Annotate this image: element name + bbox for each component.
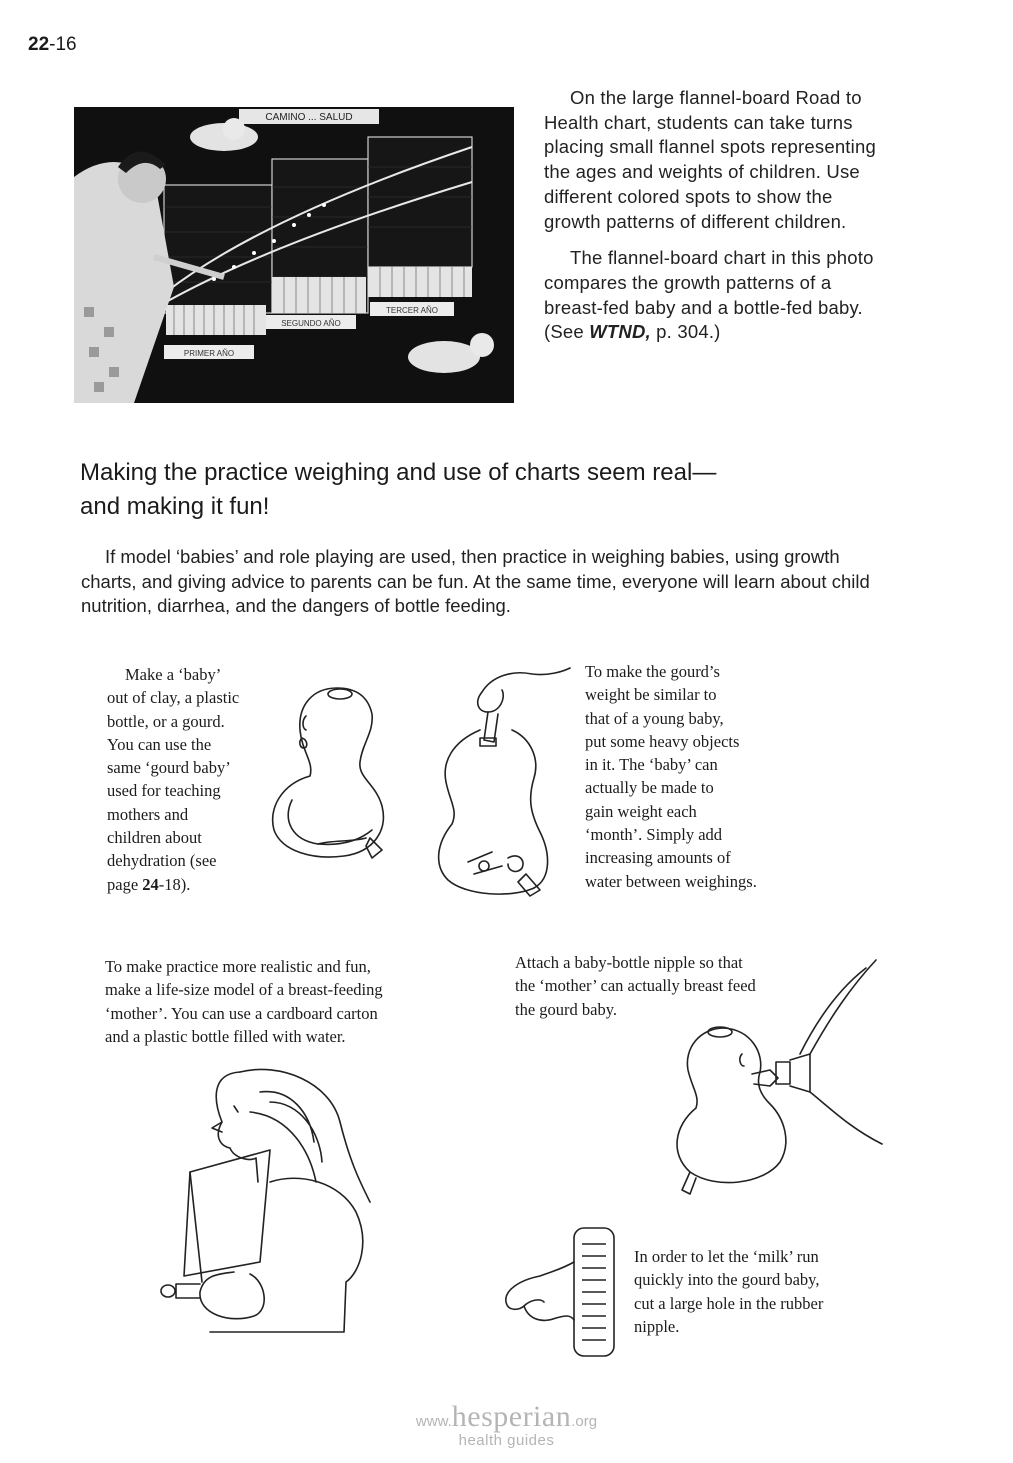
flannel-board-illustration bbox=[74, 107, 514, 403]
text-line: ‘month’. Simply add bbox=[585, 825, 723, 845]
caption-text: The flannel-board chart in this photo compares the growth patterns of a breast-fed baby and a bottle-fed baby. (See bbox=[544, 247, 874, 343]
text-line: the ‘mother’ can actually breast feed bbox=[515, 976, 756, 996]
book-reference: WTND, bbox=[589, 321, 651, 343]
text-line: mothers and bbox=[107, 804, 189, 824]
gourd-weights-drawing bbox=[422, 652, 582, 902]
page-prefix: page bbox=[107, 874, 143, 894]
text-line: nipple. bbox=[634, 1316, 680, 1336]
footer-www: www. bbox=[415, 1413, 452, 1430]
realistic-model-text bbox=[105, 955, 485, 1048]
photo-caption bbox=[544, 86, 889, 357]
gourd-baby-drawing bbox=[262, 680, 402, 865]
text-line: and a plastic bottle filled with water. bbox=[105, 1026, 346, 1046]
text-line: In order to let the ‘milk’ run bbox=[634, 1247, 819, 1266]
footer-brand: hesperian bbox=[451, 1400, 572, 1433]
page-ref-rest: -18). bbox=[158, 874, 191, 894]
text-line: ‘mother’. You can use a cardboard carton bbox=[105, 1003, 378, 1023]
text-line: children about bbox=[107, 828, 202, 848]
flannel-board-photo bbox=[74, 107, 514, 403]
chart-title: CAMINO ... SALUD bbox=[265, 112, 353, 123]
text-line: make a life-size model of a breast-feeding bbox=[105, 980, 383, 1000]
text-line: put some heavy objects bbox=[585, 731, 740, 751]
page-number bbox=[28, 34, 77, 56]
heading-line-1: Making the practice weighing and use of charts seem real— bbox=[80, 459, 717, 486]
year-label-3: TERCER AÑO bbox=[385, 306, 439, 315]
page-suffix: -16 bbox=[49, 34, 77, 55]
text-line: same ‘gourd baby’ bbox=[107, 758, 231, 778]
cut-nipple-drawing bbox=[500, 1222, 625, 1362]
gourd-weight-text bbox=[585, 660, 825, 893]
year-label-2: SEGUNDO AÑO bbox=[281, 319, 341, 328]
text-line: Make a ‘baby’ bbox=[125, 665, 222, 684]
text-line: bottle, or a gourd. bbox=[107, 711, 225, 731]
text-line: water between weighings. bbox=[585, 871, 757, 891]
text-line: the gourd baby. bbox=[515, 999, 618, 1019]
make-baby-text bbox=[107, 663, 287, 896]
chapter-number: 22 bbox=[28, 34, 50, 55]
page-reference-line bbox=[107, 873, 287, 896]
text-line: You can use the bbox=[107, 734, 212, 754]
text-line: actually be made to bbox=[585, 778, 714, 798]
text-line: increasing amounts of bbox=[585, 848, 731, 868]
text-line: out of clay, a plastic bbox=[107, 688, 240, 708]
section-heading bbox=[80, 456, 840, 524]
footer-org: .org bbox=[571, 1413, 598, 1430]
page-ref-chapter: 24 bbox=[142, 874, 159, 894]
text-line: weight be similar to bbox=[585, 685, 717, 705]
caption-page-ref: p. 304.) bbox=[650, 321, 721, 343]
caption-paragraph-1: On the large flannel-board Road to Health chart, students can take turns placing small flannel spots representing the ages and weights of children. Use different colored spots to show the growth patterns of different children. bbox=[544, 87, 876, 232]
gourd-breastfeed-drawing bbox=[660, 958, 890, 1198]
text-line: cut a large hole in the rubber bbox=[634, 1293, 824, 1313]
text-line: dehydration (see bbox=[107, 851, 217, 871]
cut-hole-text bbox=[634, 1245, 894, 1338]
text-line: used for teaching bbox=[107, 781, 221, 801]
mother-model-drawing bbox=[150, 1062, 390, 1352]
text-line: quickly into the gourd baby, bbox=[634, 1270, 820, 1290]
caption-paragraph-2 bbox=[544, 246, 889, 345]
heading-line-2: and making it fun! bbox=[80, 493, 270, 520]
text-line: that of a young baby, bbox=[585, 708, 724, 728]
footer-logo[interactable] bbox=[0, 1400, 1013, 1449]
intro-paragraph: If model ‘babies’ and role playing are used, then practice in weighing babies, using growth charts, and giving advice to parents can be fun. At the same time, everyone will learn about child nutrition, diarrhea, and the dangers of bottle feeding. bbox=[81, 546, 870, 616]
text-line: To make practice more realistic and fun, bbox=[105, 957, 371, 976]
text-line: in it. The ‘baby’ can bbox=[585, 755, 718, 775]
footer-subtitle: health guides bbox=[458, 1432, 555, 1449]
text-line: gain weight each bbox=[585, 801, 697, 821]
text-line: Attach a baby-bottle nipple so that bbox=[515, 953, 743, 972]
text-line: To make the gourd’s bbox=[585, 662, 720, 681]
year-label-1: PRIMER AÑO bbox=[183, 349, 235, 358]
